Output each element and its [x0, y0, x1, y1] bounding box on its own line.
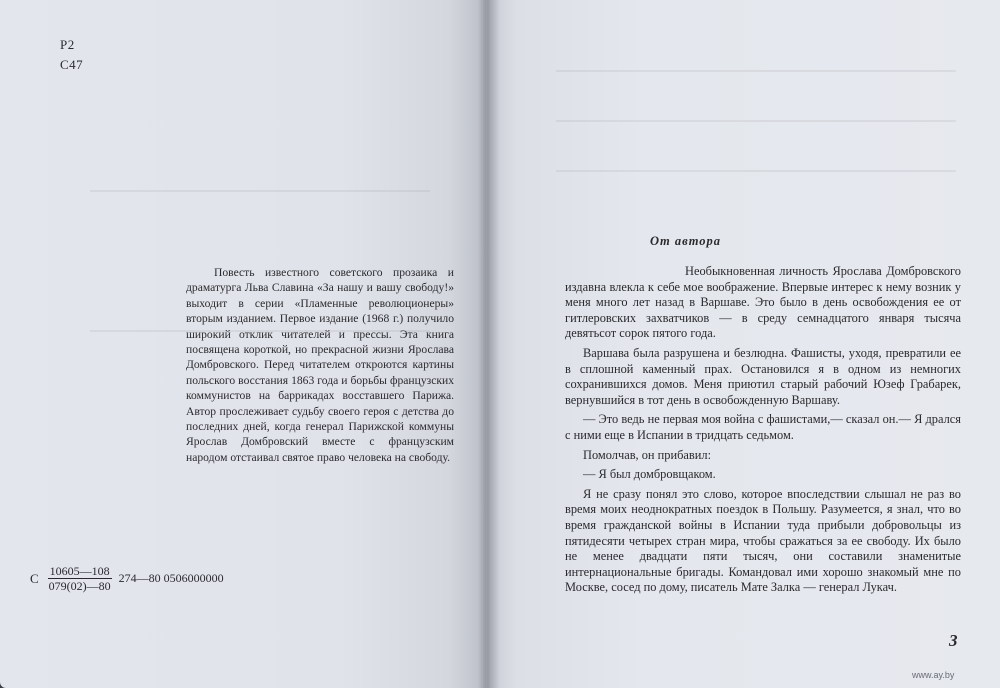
paragraph: Необыкновенная личность Ярослава Домбровского издавна влекла к себе мое воображение. Впервые интерес к нему возник у меня много лет назад в Варшаве. Это было в день освобождения ее от гитлеровских захватчиков — в среду семнадцатого января тысяча девятьсот сорок пятого года. [565, 264, 961, 341]
bleed-through [556, 70, 956, 72]
page-number: 3 [949, 631, 958, 650]
classification-code: Р2 [60, 37, 75, 52]
book-gutter [478, 0, 500, 688]
paragraph: Варшава была разрушена и безлюдна. Фашисты, уходя, превратили ее в сплошной каменный прах. Остановился я в одном из немногих сохранившихся домов. Меня приютил старый рабочий Юзеф Грабарек, вернувшийся в тот день в освобожденную Варшаву. [565, 345, 961, 407]
bleed-through [556, 170, 956, 172]
imprint-code [30, 564, 224, 593]
imprint-numerator: 10605—108 [49, 564, 110, 578]
author-code: С47 [60, 57, 84, 72]
bleed-through [90, 190, 430, 192]
chapter-heading: От автора [650, 234, 722, 248]
left-page [0, 0, 488, 688]
imprint-tail: 274—80 0506000000 [118, 571, 224, 585]
watermark: www.ay.by [912, 670, 955, 680]
annotation-text: Повесть известного советского прозаика и драматурга Льва Славина «За нашу и вашу свободу!» выходит в серии «Пламенные революционеры» вторым изданием. Первое издание (1968 г.) получило широкий отклик читателей и прессы. Эта книга посвящена короткой, но прекрасной жизни Ярослава Домбровского. Перед читателем откроются картины польского восстания 1863 года и борьбы французских коммунистов на баррикадах восставшего Парижа. Автор прослеживает судьбу своего героя с детства до последних дней, когда генерал Парижской коммуны Ярослав Домбровский вместе с французским народом отстаивал святое право человека на свободу. [186, 266, 454, 464]
bleed-through [556, 120, 956, 122]
paragraph: — Это ведь не первая моя война с фашистами,— сказал он.— Я дрался с ними еще в Испании в тридцать седьмом. [565, 412, 961, 442]
imprint-letter: С [30, 570, 39, 586]
paragraph: — Я был домбровщаком. [583, 467, 716, 482]
imprint-denominator: 079(02)—80 [48, 579, 111, 593]
paragraph: Я не сразу понял это слово, которое впоследствии слышал не раз во время моих неоднократных поездок в Польшу. Разумеется, я знал, что во время гражданской войны в Испании туда прибыли добровольцы из пятидесяти четырех стран мира, чтобы сражаться за ее свободу. Их было не менее двадцати пяти тысяч, они составили знаменитые интернациональные бригады. Командовал ими хорошо знакомый мне по Москве, сосед по дому, писатель Мате Залка — генерал Лукач. [565, 486, 961, 595]
paragraph: Помолчав, он прибавил: [583, 447, 712, 462]
imprint-fraction [47, 564, 113, 593]
body-text [565, 264, 961, 600]
